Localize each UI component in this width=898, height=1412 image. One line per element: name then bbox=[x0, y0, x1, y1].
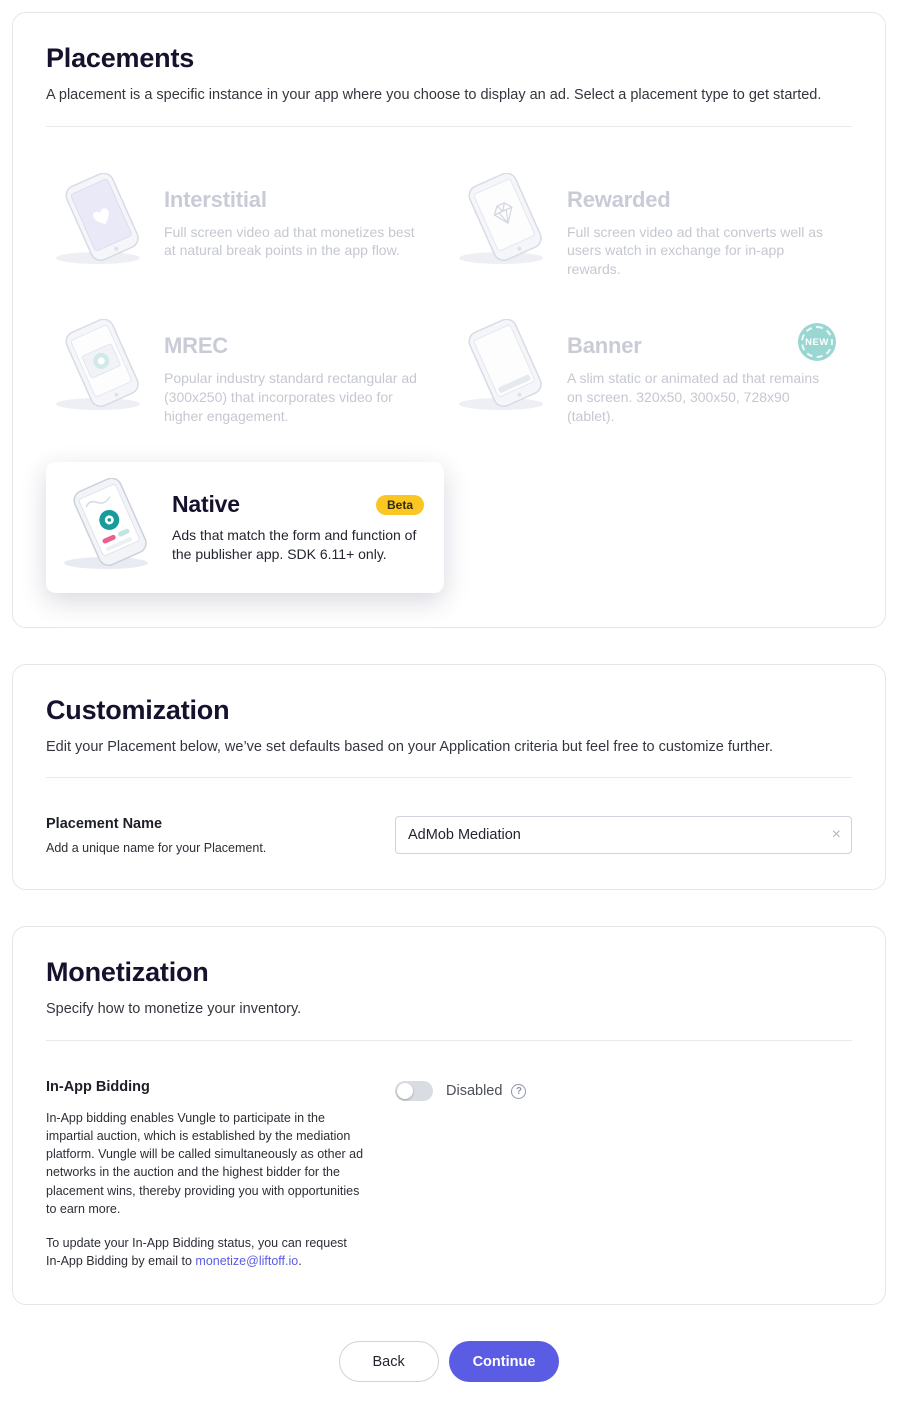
placement-type-text bbox=[172, 491, 424, 564]
footer-actions bbox=[12, 1341, 886, 1382]
page bbox=[12, 0, 886, 1382]
divider bbox=[46, 126, 852, 127]
monetization-card bbox=[12, 926, 886, 1305]
placement-type-native[interactable] bbox=[46, 462, 444, 593]
placement-type-description: A slim static or animated ad that remains on screen. 320x50, 300x50, 728x90 (tablet). bbox=[567, 370, 820, 425]
in-app-bidding-status: Disabled bbox=[446, 1083, 503, 1100]
help-icon[interactable]: ? bbox=[511, 1084, 526, 1099]
monetization-subtitle: Specify how to monetize your inventory. bbox=[46, 1001, 302, 1018]
in-app-bidding-request-note bbox=[46, 1234, 364, 1270]
in-app-bidding-row bbox=[46, 1079, 852, 1270]
native-phone-icon bbox=[54, 478, 172, 577]
placement-name-label: Placement Name bbox=[46, 816, 163, 833]
placement-name-row bbox=[46, 816, 852, 855]
placement-type-rewarded[interactable] bbox=[449, 173, 852, 280]
request-text: To update your In-App Bidding status, you can request In-App Bidding by email to bbox=[46, 1235, 347, 1268]
placement-type-description: Full screen video ad that converts well as users watch in exchange for in-app rewards. bbox=[567, 223, 824, 278]
clear-input-icon[interactable]: × bbox=[831, 826, 841, 844]
rewarded-phone-icon bbox=[449, 173, 567, 272]
placement-type-banner[interactable] bbox=[449, 319, 852, 426]
placement-type-title: Interstitial bbox=[164, 186, 267, 212]
beta-badge: Beta bbox=[376, 495, 424, 515]
placement-type-mrec[interactable] bbox=[46, 319, 449, 426]
customization-subtitle: Edit your Placement below, we’ve set defaults based on your Application criteria but feel free to customize further. bbox=[46, 738, 774, 755]
divider bbox=[46, 777, 852, 778]
placement-name-help: Add a unique name for your Placement. bbox=[46, 841, 267, 856]
placement-type-text bbox=[164, 173, 449, 261]
placement-type-description: Full screen video ad that monetizes best at natural break points in the app flow. bbox=[164, 223, 415, 259]
in-app-bidding-toggle[interactable] bbox=[395, 1081, 433, 1101]
back-button[interactable]: Back bbox=[339, 1341, 439, 1382]
placements-card bbox=[12, 12, 886, 628]
banner-phone-icon bbox=[449, 319, 567, 418]
placement-type-title: Native bbox=[172, 491, 240, 518]
mrec-phone-icon bbox=[46, 319, 164, 418]
monetize-email-link[interactable]: monetize@liftoff.io bbox=[195, 1253, 299, 1268]
placements-subtitle: A placement is a specific instance in your app where you choose to display an ad. Select a placement type to get started. bbox=[46, 87, 822, 103]
placement-type-grid bbox=[46, 173, 852, 593]
placement-type-text bbox=[164, 319, 449, 426]
placement-type-description: Ads that match the form and function of the publisher app. SDK 6.11+ only. bbox=[172, 527, 417, 562]
placement-type-interstitial[interactable] bbox=[46, 173, 449, 280]
interstitial-phone-icon bbox=[46, 173, 164, 272]
toggle-knob bbox=[397, 1083, 413, 1099]
in-app-bidding-description: In-App bidding enables Vungle to participate in the impartial auction, which is established by the mediation platform. Vungle will be called simultaneously as other ad networks in the auction and the highest bidder for the placement wins, thereby providing you with opportunities to earn more. bbox=[46, 1111, 364, 1216]
placement-type-text bbox=[567, 173, 852, 280]
in-app-bidding-label: In-App Bidding bbox=[46, 1079, 150, 1096]
placement-type-title: Rewarded bbox=[567, 186, 671, 212]
placement-type-title: MREC bbox=[164, 333, 228, 359]
monetization-title: Monetization bbox=[46, 957, 209, 988]
placement-type-title: Banner bbox=[567, 333, 642, 359]
continue-button[interactable]: Continue bbox=[449, 1341, 560, 1382]
customization-card bbox=[12, 664, 886, 891]
placement-name-input[interactable] bbox=[395, 816, 852, 854]
placements-title: Placements bbox=[46, 43, 195, 73]
new-badge: NEW bbox=[798, 323, 836, 361]
customization-title: Customization bbox=[46, 694, 230, 725]
placement-name-input-wrap bbox=[395, 816, 852, 854]
placement-name-label-col bbox=[46, 816, 395, 855]
in-app-bidding-label-col bbox=[46, 1079, 395, 1270]
divider bbox=[46, 1040, 852, 1041]
after-link-text: . bbox=[298, 1253, 302, 1268]
in-app-bidding-toggle-row bbox=[395, 1079, 526, 1101]
placement-type-description: Popular industry standard rectangular ad (300x250) that incorporates video for higher engagement. bbox=[164, 370, 417, 425]
